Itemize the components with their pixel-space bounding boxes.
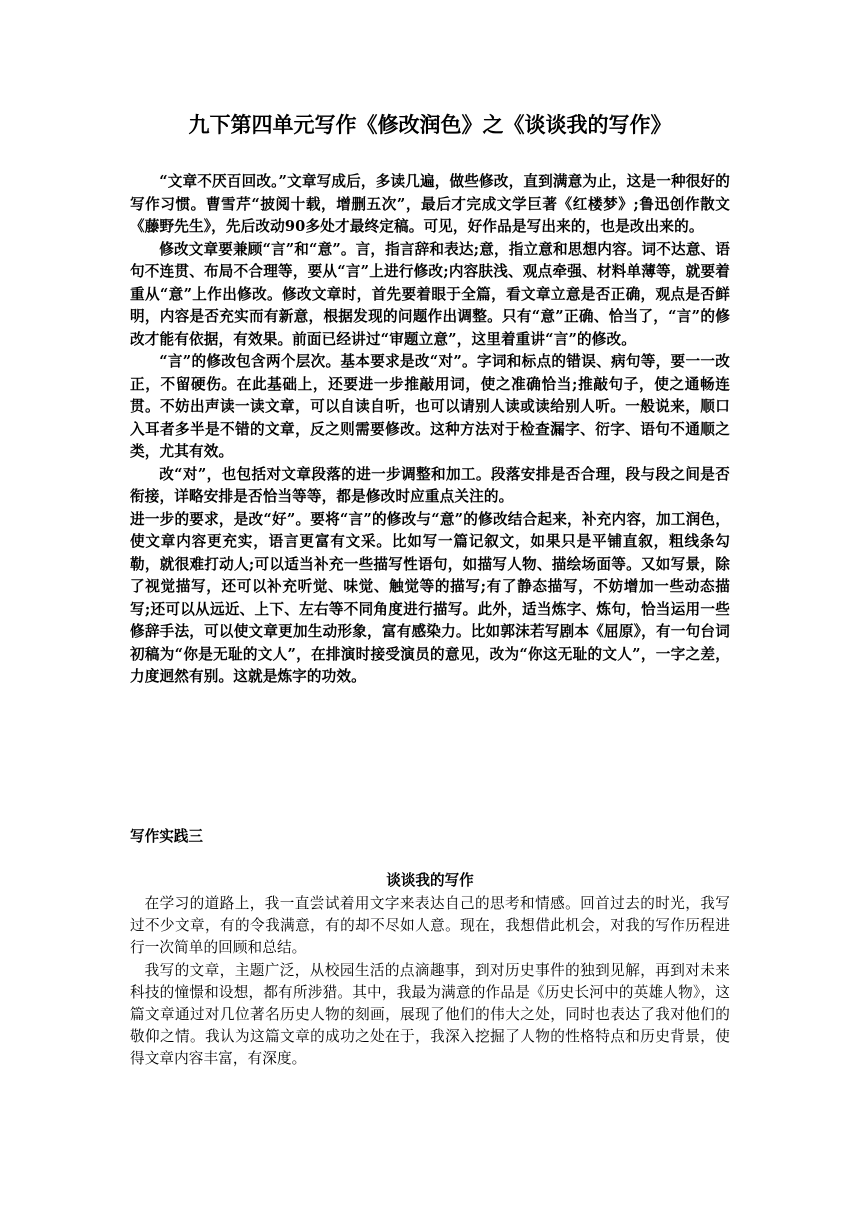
sample-essay-title: 谈谈我的写作 bbox=[386, 872, 474, 889]
sample-paragraph-1: 在学习的道路上，我一直尝试着用文字来表达自己的思考和情感。回首过去的时光，我写过不少文章，有的令我满意，有的却不尽如人意。现在，我想借此机会，对我的写作历程进行一次简单的回顾和总结。 bbox=[130, 895, 730, 957]
essay-paragraph-3: “言”的修改包含两个层次。基本要求是改“对”。字词和标点的错误、病句等，要一一改正，不留硬伤。在此基础上，还要进一步推敲用词，使之准确恰当;推敲句子，使之通畅连贯。不妨出声读一读文章，可以自读自听，也可以请别人读或读给别人听。一般说来，顺口入耳者多半是不错的文章，反之则需要修改。这种方法对于检查漏字、衍字、语句不通顺之类，尤其有效。 bbox=[130, 353, 730, 460]
essay-paragraph-5: 进一步的要求，是改“好”。要将“言”的修改与“意”的修改结合起来，补充内容，加工润色，使文章内容更充实，语言更富有文采。比如写一篇记叙文，如果只是平铺直叙，粗线条勾勒，就很难打动人;可以适当补充一些描写性语句，如描写人物、描绘场面等。又如写景，除了视觉描写，还可以补充听觉、味觉、触觉等的描写;有了静态描写，不妨增加一些动态描写;还可以从远近、上下、左右等不同角度进行描写。此外，适当炼字、炼句，恰当运用一些修辞手法，可以使文章更加生动形象，富有感染力。比如郭沫若写剧本《屈原》，有一句台词初稿为“你是无耻的文人”，在排演时接受演员的意见，改为“你这无耻的文人”，一字之差，力度迥然有别。这就是炼字的功效。 bbox=[130, 510, 730, 685]
essay-paragraph-2: 修改文章要兼顾“言”和“意”。言，指言辞和表达;意，指立意和思想内容。词不达意、语句不连贯、布局不合理等，要从“言”上进行修改;内容肤浅、观点牵强、材料单薄等，就要着重从“意”上作出修改。修改文章时，首先要着眼于全篇，看文章立意是否正确，观点是否鲜明，内容是否充实而有新意，根据发现的问题作出调整。只有“意”正确、恰当了，“言”的修改才能有依据，有效果。前面已经讲过“审题立意”，这里着重讲“言”的修改。 bbox=[130, 240, 730, 348]
section-heading: 写作实践三 bbox=[130, 828, 203, 845]
essay-paragraph-4: 改“对”，也包括对文章段落的进一步调整和加工。段落安排是否合理，段与段之间是否衔接，详略安排是否恰当等等，都是修改时应重点关注的。 bbox=[130, 465, 730, 505]
sample-essay bbox=[130, 893, 730, 1071]
guidance-essay bbox=[130, 171, 730, 689]
essay-paragraph-1: “文章不厌百回改。”文章写成后，多读几遍，做些修改，直到满意为止，这是一种很好的写作习惯。曹雪芹“披阅十载，增删五次”，最后才完成文学巨著《红楼梦》;鲁迅创作散文《藤野先生》，先后改动90多处才最终定稿。可见，好作品是写出来的，也是改出来的。 bbox=[130, 173, 730, 235]
sample-paragraph-2: 我写的文章，主题广泛，从校园生活的点滴趣事，到对历史事件的独到见解，再到对未来科技的憧憬和设想，都有所涉猎。其中，我最为满意的作品是《历史长河中的英雄人物》，这篇文章通过对几位著名历史人物的刻画，展现了他们的伟大之处，同时也表达了我对他们的敬仰之情。我认为这篇文章的成功之处在于，我深入挖掘了人物的性格特点和历史背景，使得文章内容丰富，有深度。 bbox=[130, 961, 730, 1068]
document-title: 九下第四单元写作《修改润色》之《谈谈我的写作》 bbox=[188, 112, 672, 137]
